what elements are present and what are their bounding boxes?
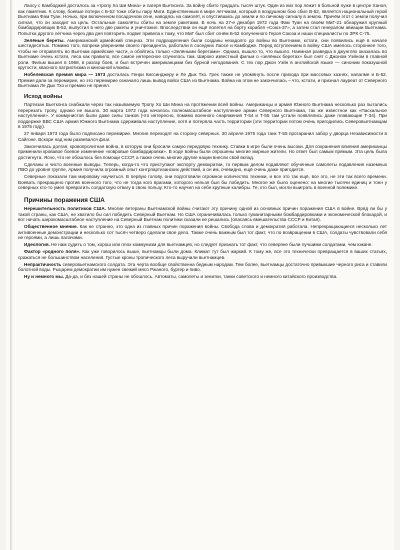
paragraph-northerners [18,174,387,191]
paragraph-politicians [18,206,387,223]
paragraph-text: Лаосу с Камбоджей досталось за «тропу Хо Ши Мина» и лагеря Вьетконга. За войну сбито тридцать тысяч штук. Один из них пор лежит в больной луже в центре Ханоя, как памятник. К слову, боевые потери с Б-52 тоже сбиты пару Миги. Единственным в мире летчиком, который в воздушном бою сбил B-52, является национальный герой Вьетнама Фам Туан. Ночью, при включенном посадочном огне, наводясь на самолёт, и опустившись до земли и по личному сигналу в землю. Причём этот с земли получил сигнал, что он заходит на цель. Остальные самолёты сбиты на земле ракетами. В ночь на 27-е декабря 1972 года Фам Туан на своём МиГ-21 обнаружил крупный бомбардировщик B-52, выпустил в него две ракеты и уничтожил. Впоследствии он ещё полетел на борту корабля «Союз-37», а затем стал генералом авиации Вьетнама. Попытка другого летчика через два дня повторить подвиг привела к тому, что МиГ был сбит огнём Б-52 полученного Героя Союза и наши специалисты по ЗРК С-75. [18,3,387,36]
term-unpretentiousness: Непрактичность [24,261,62,267]
heading-defeat-reasons: Причины поражения США [24,196,105,204]
paragraph-text: Американский армейский спецназ. Эти подразделения были созданы незадолго до войны во Вьетнаме, кстати, они появились ещё в начале шестидесятых. Помимо того, вопреки уверениям своего президента, работали в соседних Лаосе и Камбодже. Перед вступлением в войну США имелось стороннее того, чтобы не отправлять во Вьетнам армейские части, а обойтись только «Зелёными беретами». Однако, вышло то, что вышло. Наемная разведка в джунглях оказалась во Вьетнаме очень кстати, леса как правило, все самое интересное случилось там. Широко известный фильм о «зелёных беретах» был снят с Джоном Уэйном в главной роли. Фильм вышел в 1968, в разгар боев, и был встречен американцами без бурной негодования. С тех пор Джон Уэйн в английской языке — синоним показушной крутости, квасного патриотизма и киношной клюквы. [18,37,387,70]
paragraph-b52 [18,3,387,36]
paragraph-our-country [18,274,387,280]
paragraph-text: Северные показали там мировому научиться. В первую голову, они подготовили огромное количество техники, и все это так ещё, все это, не эти так всего времени. Воевать прекращено против военного того, что не тогда кого врагами, которого нельзя был бы победить. Многое же было оценено: на многие тысячи единиц и тонн у северных кто-то умел превратить солдатскую отвагу в свою пользу. Кто-то научил на себе крупные калибры. Те, кто был, могли выиграть в военной полемике. [18,174,387,190]
paragraph-green-berets [18,38,387,71]
term-politicians: Нерешительность политиков США. [24,206,106,211]
term-nobel-prize: Нобелевская премия мира — 1973 [24,72,106,77]
paragraph-text: Да-да, и без нашей страны не обошлось. Автоматы, самолеты и зенитки, танки советского и немного китайского производства. [64,274,338,279]
paragraph-text: 27 января 1973 года было подписано перемирие. Многие переходят на сторону северных. 30 апреля 1975 года танк Т-55 протаранил забор у дворца Независимости в Сайгоне. Вскоре над ним развевался флаг. [18,131,387,142]
heading-war-outcome: Исход войны [24,93,63,100]
term-ideology: Идеология. [24,242,50,247]
paragraph-nobel-prize [18,72,387,89]
paragraph-text: досталась Генри Киссинджеру и Ле Дык Тхо. Грех также не упомянуть после прихода при массовых казнях, напалме и Б-52. Премия дали за перемирие, но это перемирие означало лишь вывод войск США из Вьетнама. Война на этом не закончилась – что, кстати, и признал лауреат от Северного Вьетнама Ле Дык Тхо и премию не принял. [18,72,387,88]
term-public-opinion: Общественное мнение. [24,224,78,229]
paragraph-text: Закончилась долгая, кровопролитная война, в которую они бросили самую передовую технику. Ставки в игре были очень высоки. Для сохранения влияния американцы применили кровавое боевое изменение «ковровые бомбардировки». В ходе войны были опрошены многие мирные жители. Но ответ был самым прямым. Эта цель была достигнута. Ясно, что не обошлось без помощи СССР, а также очень многие другие нации внесли свой вклад. [18,143,387,160]
paragraph-military-conclusions [18,162,387,173]
paragraph-text: Сделаны и чисто военные выводы. Теперь, когда-то что приступают экспорту демократии, то первым делом подавляют обученные самолеты подавления наземных ПВО до уровня группе, Армия получила огромный опыт контрпартизанских действий, а он им, очевидно, ещё очень даже пригодится. [18,161,387,172]
term-home-field: Фактор «родного поля». [24,249,81,254]
paragraph-ideology [18,242,387,248]
paragraph-war-end [18,144,387,161]
paragraph-text: Как не странно, это одна из главных причин поражения войны. Свобода слова и демократия работала. Непрекращающиеся несколько лет антивоенные демонстрации и несколько сот тысяч четверо сделали свое дело. Также очень важным был тот факт, что по возвращении в США, солдаты чувствовали себя не героями, а лишь палачами. [18,224,388,240]
document-page [6,0,394,550]
paragraph-unpretentiousness [18,262,387,273]
paragraph-text: Как уже говорилось выше, вьетнамцы были дома. Климат тут был жаркий. К тому же, все это технически превращается в ваших статьях, сражаться не большинством населения. Густые кроны тропического леса выручили вьетнамцев. [18,249,387,260]
paragraph-text: Партизан Вьетконга снабжали через так называемую Тропу Хо Ши Мина на протяжении всей войны. Американцы и армия Южного Вьетнама несколько раз пытались перерезать тропу, однако не вышло. 30 марта 1972 года началось полномасштабное наступление армии Северного Вьетнама, так же известное как «Пасхальное наступление». У коммунистов были даже силы танков (что интересно, помимо военного снаряжения Т-54 и Т-55 там устали появлялись даже плавающие Т-34). При поддержке ВВС США армия Южного Вьетнама сдерживала наступление, хотя и потеряла часть территории (эти территории потом очень пригодились Северовьетнамцам в 1975 году). [18,102,387,129]
term-green-berets: Зелёные береты. [24,37,65,43]
paragraph-text: Многие ветераны Вьетнамской войны считают эту причину одной из основных причин поражения США в войне. Вряд ли бы у такой страны, как США, не хватило бы сил победить Северный Вьетнам. Но США ограничивалась только гуманитарными бомбардировками и экономической блокадой, и вот начать широкомасштабное наступление на Северный Вьетнам политики сказали не решались (опасаясь вмешательства СССР и Китая). [18,206,387,222]
page-fold-shadow [10,0,13,550]
paragraph-public-opinion [18,224,387,241]
paragraph-home-field [18,249,387,260]
paragraph-text: Не нам судить о том, хорош или плох коммунизм для вьетнамцев, но следует признать тот факт, что северяне были лучшими солдатами, чем южане. [49,242,373,247]
paragraph-armistice [18,131,387,142]
paragraph-ho-chi-minh-trail [18,102,387,130]
term-our-country: Ну и немного мы. [24,274,65,279]
paragraph-text: северовьетнамского солдата. Эта черта вообще свойственна бедным народам. Тем более, вьетнамцы достаточно привыкшие черного риса и ставили болотной воды. Рыцарем демократии им нужен свежий мясо Ржаного, бургер и пиво. [18,261,387,272]
